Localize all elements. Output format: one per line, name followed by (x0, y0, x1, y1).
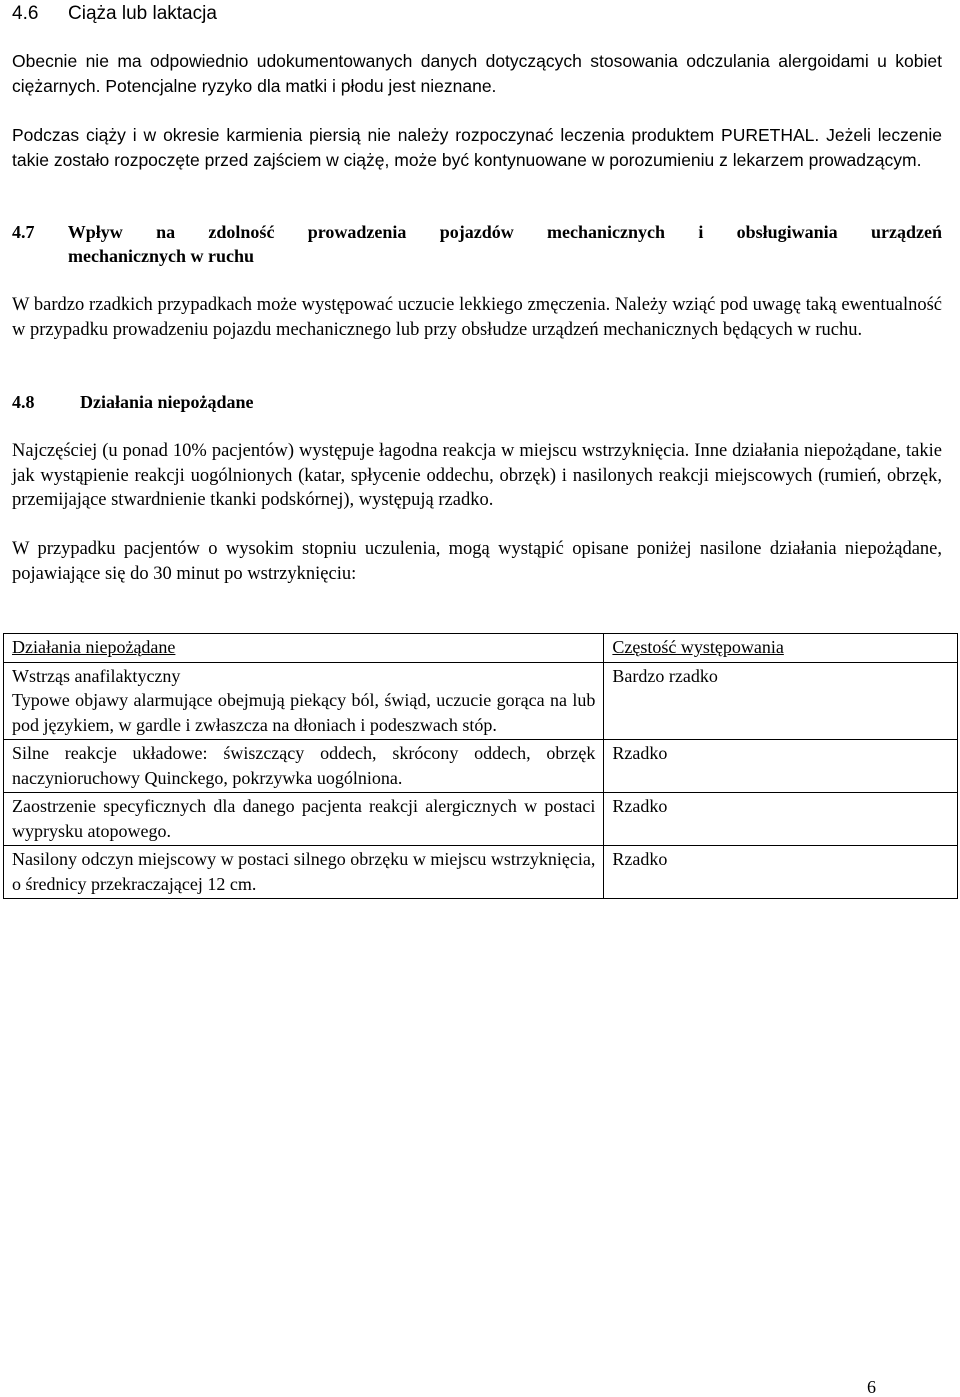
heading-word: Wpływ (67, 222, 123, 242)
header-label: Częstość występowania (612, 637, 784, 657)
section-4-8-heading (12, 390, 254, 414)
header-label: Działania niepożądane (12, 637, 176, 657)
table-row (4, 846, 958, 899)
section-number: 4.6 (12, 3, 39, 24)
table-row (4, 662, 958, 740)
table-cell-frequency: Rzadko (604, 740, 958, 793)
table-cell-effect (4, 662, 604, 740)
section-4-8-paragraph-2: W przypadku pacjentów o wysokim stopniu uczulenia, mogą wystąpić opisane poniżej nasilone działania niepożądane, pojawiające się do 30 minut po wstrzyknięciu: (12, 539, 942, 584)
heading-word: prowadzenia (307, 222, 407, 242)
page-number: 6 (867, 1377, 876, 1397)
table-cell-effect: Nasilony odczyn miejscowy w postaci silnego obrzęku w miejscu wstrzyknięcia, o średnicy przekraczającej 12 cm. (4, 846, 604, 899)
heading-word: obsługiwania (736, 222, 838, 242)
table-row (4, 740, 958, 793)
heading-word: pojazdów (439, 222, 514, 242)
section-4-7-paragraph: W bardzo rzadkich przypadkach może występować uczucie lekkiego zmęczenia. Należy wziąć pod uwagę taką ewentualność w przypadku prowadzeniu pojazdu mechanicznego lub przy obsłudze urządzeń mechanicznych będących w ruchu. (12, 295, 942, 340)
heading-word: mechanicznych (547, 222, 666, 242)
heading-word: i (698, 222, 704, 242)
table-cell-frequency: Rzadko (604, 846, 958, 899)
section-title: Działania niepożądane (80, 392, 254, 412)
table-header-frequency (604, 634, 958, 663)
section-4-6-paragraph-1: Obecnie nie ma odpowiednio udokumentowanych danych dotyczących stosowania odczulania alergoidami u kobiet ciężarnych. Potencjalne ryzyko dla matki i płodu jest nieznane. (12, 51, 942, 96)
effect-title: Wstrząs anafilaktyczny (12, 665, 181, 686)
effect-text: Typowe objawy alarmujące obejmują piekący ból, świąd, uczucie gorąca na lub pod językiem, w gardle i zwłaszcza na dłoniach i podeszwach stóp. (12, 690, 596, 735)
heading-word: zdolność (208, 222, 275, 242)
section-4-6-paragraph-2: Podczas ciąży i w okresie karmienia piersią nie należy rozpoczynać leczenia produktem PURETHAL. Jeżeli leczenie takie zostało rozpoczęte przed zajściem w ciążę, może być kontynuowane w porozumieniu z lekarzem prowadzącym. (12, 125, 942, 170)
table-header-row (4, 634, 958, 663)
section-4-7-heading-line-1 (12, 220, 942, 244)
heading-word: na (156, 222, 176, 242)
table-row (4, 793, 958, 846)
heading-word: urządzeń (870, 222, 942, 242)
section-4-7-heading-line-2: mechanicznych w ruchu (68, 246, 254, 266)
table-cell-frequency: Rzadko (604, 793, 958, 846)
section-number: 4.7 (12, 222, 35, 242)
adverse-effects-table (3, 633, 958, 899)
section-title: Ciąża lub laktacja (68, 3, 217, 24)
table-cell-effect: Silne reakcje układowe: świszczący oddech, skrócony oddech, obrzęk naczynioruchowy Quinckego, pokrzywka uogólniona. (4, 740, 604, 793)
section-4-7-heading (12, 220, 942, 268)
section-number: 4.8 (12, 392, 35, 412)
section-4-6-heading (12, 2, 217, 26)
table-cell-effect: Zaostrzenie specyficznych dla danego pacjenta reakcji alergicznych w postaci wyprysku atopowego. (4, 793, 604, 846)
table-header-effects (4, 634, 604, 663)
section-4-8-paragraph-1: Najczęściej (u ponad 10% pacjentów) występuje łagodna reakcja w miejscu wstrzyknięcia. Inne działania niepożądane, takie jak wystąpienie reakcji uogólnionych (katar, spłycenie oddechu, obrzęk) i nasilonych reakcji miejscowych (rumień, obrzęk, przemijające stwardnienie tkanki podskórnej), występują rzadko. (12, 441, 942, 510)
table-cell-frequency: Bardzo rzadko (604, 662, 958, 740)
